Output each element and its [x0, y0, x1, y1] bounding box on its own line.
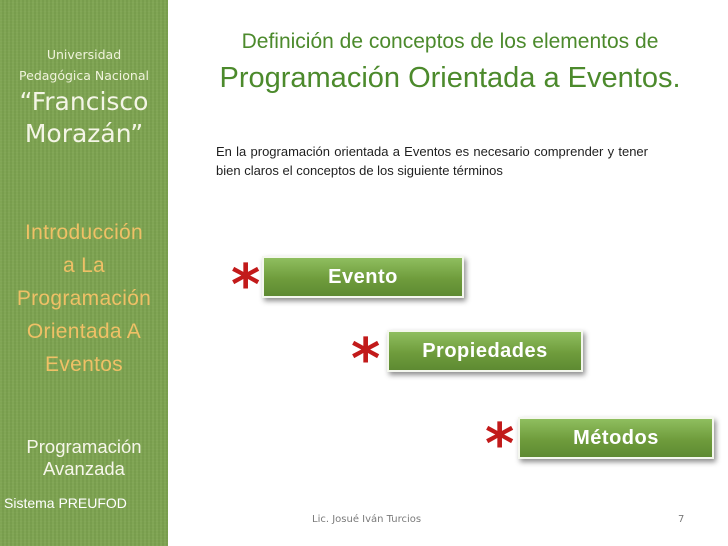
system-label: Sistema PREUFOD [4, 495, 127, 511]
topic-line-1: Introducción [24, 221, 143, 244]
asterisk-icon: * [351, 327, 381, 392]
university-line-1: Universidad [46, 47, 122, 62]
slide-title-line-1: Definición de conceptos de los elementos de [241, 30, 659, 53]
term-box-propiedades: Propiedades [387, 330, 583, 372]
honoree-line-1: “Francisco [19, 87, 149, 116]
page-number: 7 [678, 514, 685, 525]
honoree-line-2: Morazán” [24, 119, 144, 148]
topic-line-3: Programación [16, 287, 152, 310]
topic-line-2: a La [62, 254, 106, 277]
slide-title-line-2: Programación Orientada a Eventos. [219, 62, 681, 94]
topic-line-5: Eventos [45, 353, 123, 376]
asterisk-icon: * [231, 253, 261, 318]
sidebar [0, 0, 168, 546]
asterisk-icon: * [485, 412, 515, 477]
university-honoree [0, 86, 168, 150]
topic-line-4: Orientada A [26, 320, 142, 343]
footer-author: Lic. Josué Iván Turcios [312, 514, 422, 525]
term-box-evento: Evento [262, 256, 464, 298]
term-box-metodos: Métodos [518, 417, 714, 459]
university-name [0, 44, 168, 86]
intro-paragraph: En la programación orientada a Eventos es necesario comprender y tener bien claros el conceptos de los siguiente términos [216, 144, 648, 178]
university-line-2: Pedagógica Nacional [19, 68, 149, 83]
course-name [0, 436, 168, 480]
topic-title [0, 216, 168, 381]
course-line-2: Avanzada [43, 458, 125, 479]
course-line-1: Programación [26, 436, 142, 457]
